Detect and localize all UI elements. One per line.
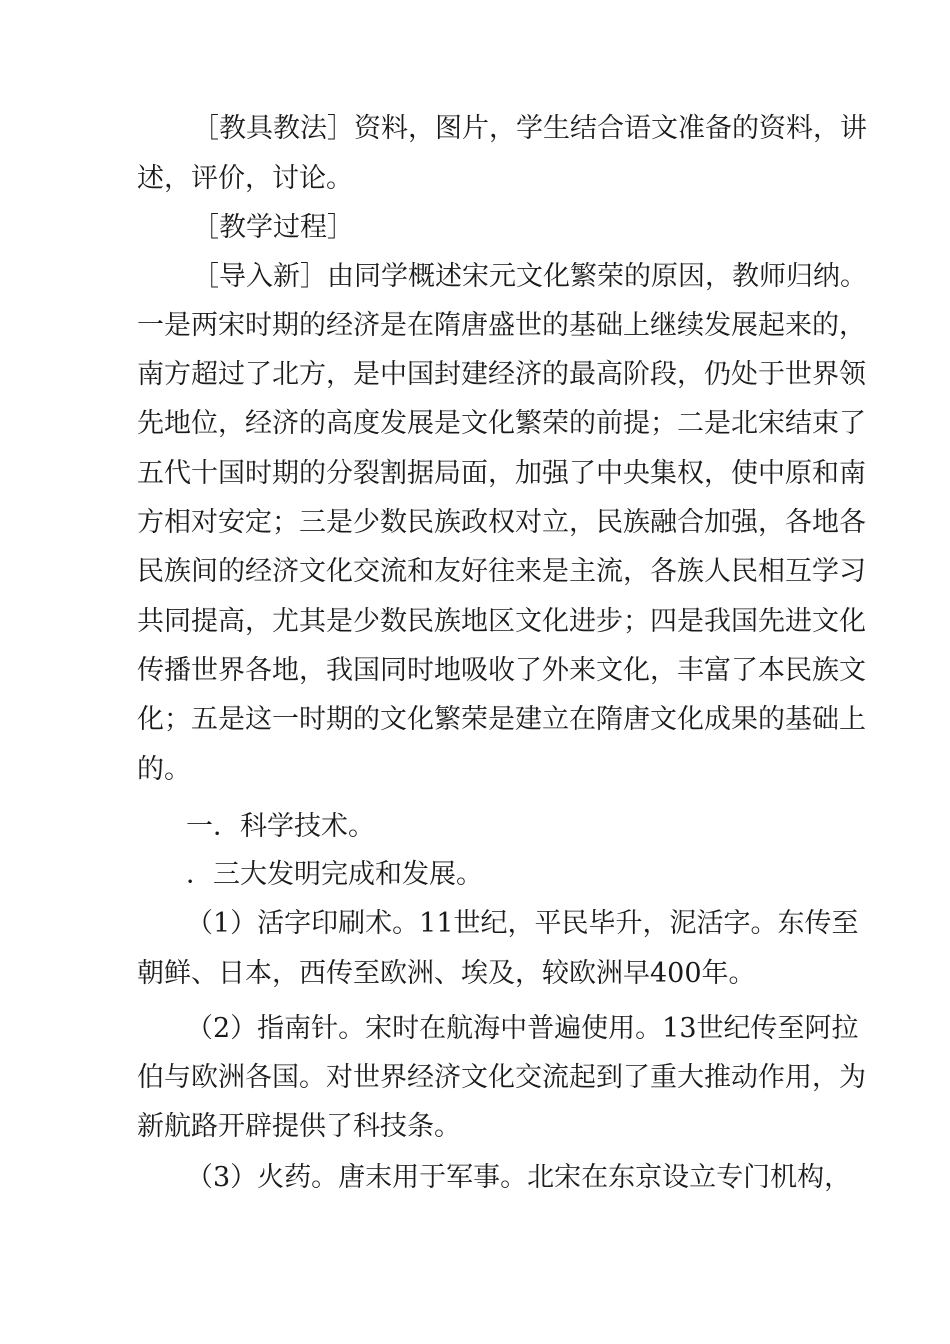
section-one-heading: 一．科学技术。 xyxy=(186,811,375,842)
introduction-line-9: 传播世界各地，我国同时地吸收了外来文化，丰富了本民族文 xyxy=(137,655,866,686)
compass-line-3: 新航路开辟提供了科技条。 xyxy=(137,1111,461,1142)
compass-line-2: 伯与欧洲各国。对世界经济文化交流起到了重大推动作用，为 xyxy=(137,1062,866,1093)
introduction-line-6: 方相对安定；三是少数民族政权对立，民族融合加强，各地各 xyxy=(137,507,866,538)
introduction-line-11: 的。 xyxy=(137,754,191,785)
three-inventions-heading: ．三大发明完成和发展。 xyxy=(186,859,483,890)
introduction-line-10: 化；五是这一时期的文化繁荣是建立在隋唐文化成果的基础上 xyxy=(137,704,866,735)
introduction-line-8: 共同提高，尤其是少数民族地区文化进步；四是我国先进文化 xyxy=(137,606,866,637)
introduction-line-5: 五代十国时期的分裂割据局面，加强了中央集权，使中原和南 xyxy=(137,458,866,489)
compass-line-1: （2）指南针。宋时在航海中普遍使用。13世纪传至阿拉 xyxy=(186,1013,859,1044)
introduction-line-7: 民族间的经济文化交流和友好往来是主流，各族人民相互学习 xyxy=(137,556,866,587)
gunpowder-line-1: （3）火药。唐末用于军事。北宋在东京设立专门机构， xyxy=(186,1162,852,1193)
teaching-tools-line-2: 述，评价，讨论。 xyxy=(137,163,353,194)
introduction-line-1: ［导入新］由同学概述宋元文化繁荣的原因，教师归纳。 xyxy=(192,261,867,292)
printing-line-2: 朝鲜、日本，西传至欧洲、埃及，较欧洲早400年。 xyxy=(137,958,756,989)
teaching-tools-line-1: ［教具教法］资料，图片，学生结合语文准备的资料，讲 xyxy=(192,113,867,144)
teaching-process-heading: ［教学过程］ xyxy=(192,212,354,243)
introduction-line-4: 先地位，经济的高度发展是文化繁荣的前提；二是北宋结束了 xyxy=(137,408,866,439)
introduction-line-2: 一是两宋时期的经济是在隋唐盛世的基础上继续发展起来的， xyxy=(137,310,866,341)
introduction-line-3: 南方超过了北方，是中国封建经济的最高阶段，仍处于世界领 xyxy=(137,359,866,390)
printing-line-1: （1）活字印刷术。11世纪，平民毕升，泥活字。东传至 xyxy=(186,908,859,939)
